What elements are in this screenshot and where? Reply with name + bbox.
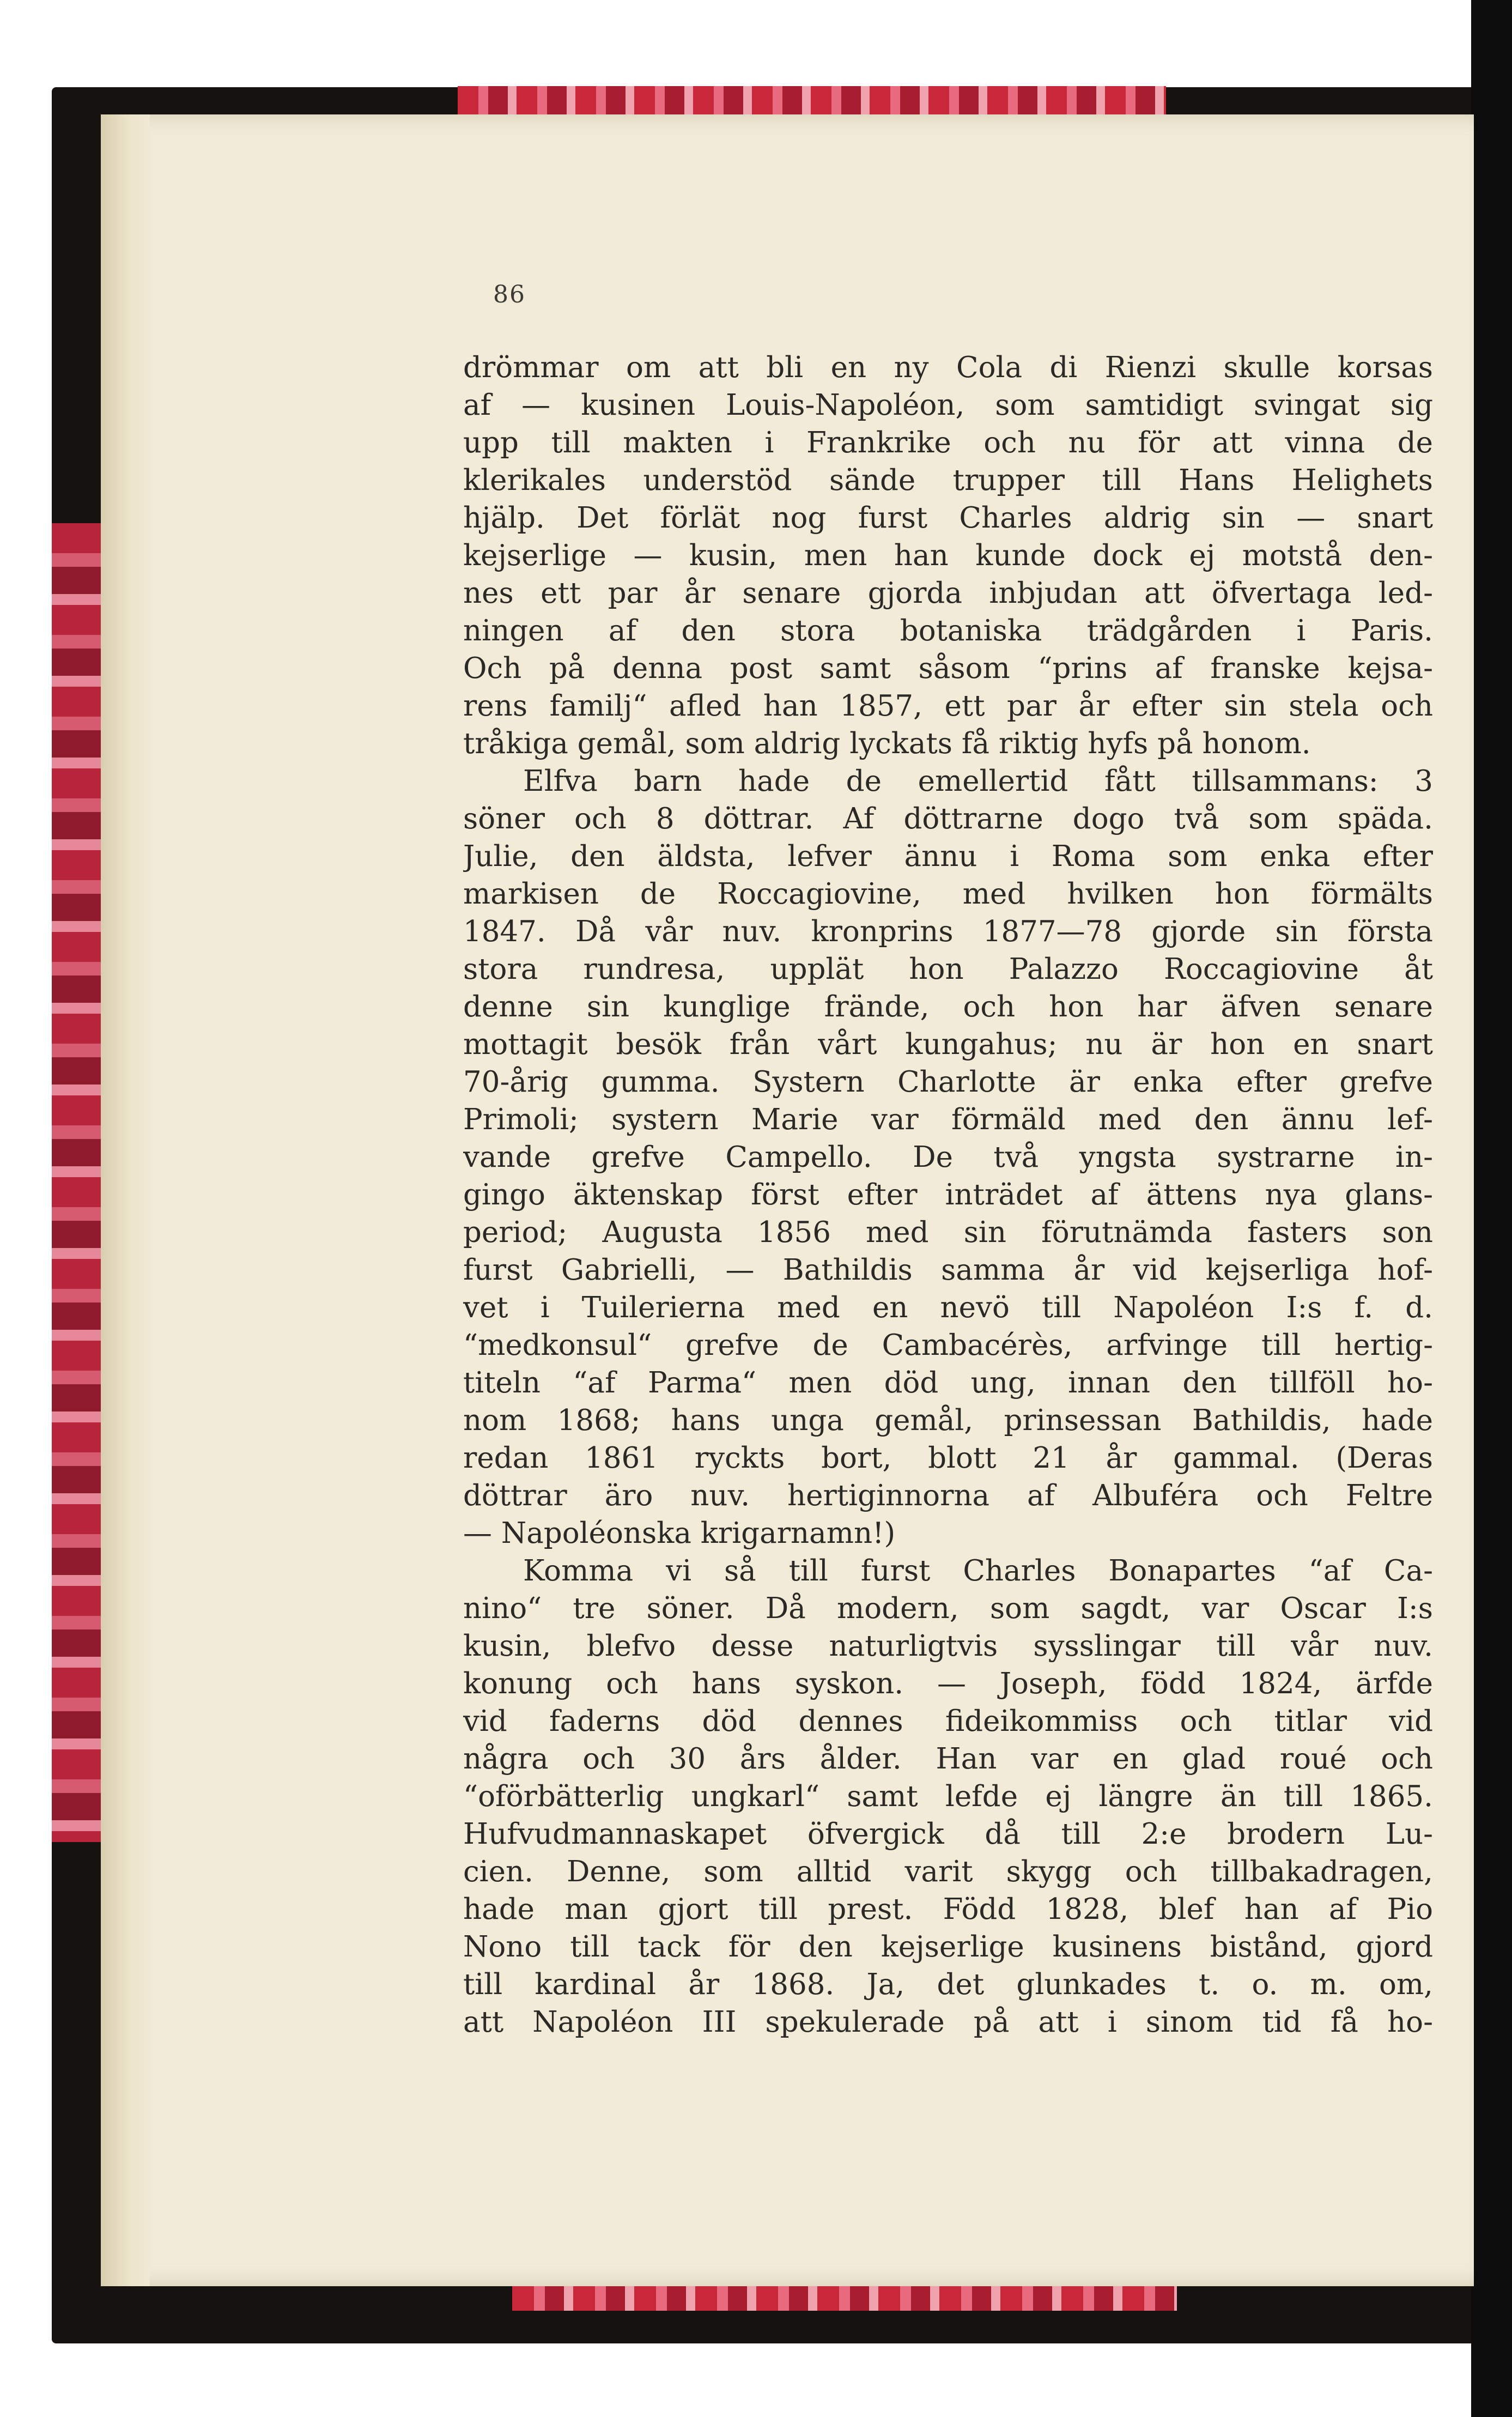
text-line: denne sin kunglige frände, och hon har äfven senare: [463, 990, 1433, 1023]
text-line: några och 30 års ålder. Han var en glad roué och: [463, 1742, 1433, 1776]
text-line: vid faderns död dennes fideikommiss och titlar vid: [463, 1705, 1433, 1738]
text-line: markisen de Roccagiovine, med hvilken hon förmälts: [463, 877, 1433, 911]
text-line: “oförbätterlig ungkarl“ samt lefde ej längre än till 1865.: [463, 1780, 1433, 1813]
text-line: 1847. Då vår nuv. kronprins 1877—78 gjorde sin första: [463, 915, 1433, 948]
scan-edge: [1471, 0, 1512, 2417]
text-line: upp till makten i Frankrike och nu för att vinna de: [463, 426, 1433, 459]
text-line: till kardinal år 1868. Ja, det glunkades t. o. m. om,: [463, 1968, 1433, 2001]
text-line: redan 1861 ryckts bort, blott 21 år gammal. (Deras: [463, 1441, 1433, 1475]
text-line: Hufvudmannaskapet öfvergick då till 2:e brodern Lu-: [463, 1818, 1433, 1851]
text-line: af — kusinen Louis-Napoléon, som samtidigt svingat sig: [463, 389, 1433, 422]
text-line: titeln “af Parma“ men död ung, innan den tillföll ho-: [463, 1366, 1433, 1400]
text-line: furst Gabrielli, — Bathildis samma år vid kejserliga hof-: [463, 1253, 1433, 1287]
text-line: tråkiga gemål, som aldrig lyckats få riktig hyfs på honom.: [463, 727, 1311, 760]
page-gutter: [101, 114, 150, 2286]
text-line: Komma vi så till furst Charles Bonapartes “af Ca-: [523, 1554, 1433, 1588]
page-number: 86: [493, 281, 526, 308]
text-line: att Napoléon III spekulerade på att i sinom tid få ho-: [463, 2006, 1433, 2039]
text-line: klerikales understöd sände trupper till Hans Helighets: [463, 464, 1433, 497]
text-line: mottagit besök från vårt kungahus; nu är hon en snart: [463, 1028, 1433, 1061]
text-line: hjälp. Det förlät nog furst Charles aldrig sin — snart: [463, 501, 1433, 535]
text-line: nino“ tre söner. Då modern, som sagdt, var Oscar I:s: [463, 1592, 1433, 1625]
text-line: Och på denna post samt såsom “prins af franske kejsa-: [463, 652, 1433, 685]
text-line: Primoli; systern Marie var förmäld med den ännu lef-: [463, 1103, 1433, 1136]
text-line: period; Augusta 1856 med sin förutnämda fasters son: [463, 1216, 1433, 1249]
text-line: söner och 8 döttrar. Af döttrarne dogo två som späda.: [463, 802, 1433, 835]
text-line: cien. Denne, som alltid varit skygg och tillbakadragen,: [463, 1855, 1433, 1888]
text-line: Elfva barn hade de emellertid fått tillsammans: 3: [523, 765, 1433, 798]
text-line: Nono till tack för den kejserlige kusinens bistånd, gjord: [463, 1930, 1433, 1964]
text-line: 70-årig gumma. Systern Charlotte är enka efter grefve: [463, 1065, 1433, 1099]
text-line: stora rundresa, upplät hon Palazzo Roccagiovine åt: [463, 953, 1433, 986]
text-line: rens familj“ afled han 1857, ett par år efter sin stela och: [463, 689, 1433, 723]
text-line: nes ett par år senare gjorda inbjudan att öfvertaga led-: [463, 577, 1433, 610]
text-line: vande grefve Campello. De två yngsta systrarne in-: [463, 1141, 1433, 1174]
text-line: nom 1868; hans unga gemål, prinsessan Bathildis, hade: [463, 1404, 1433, 1437]
text-line: drömmar om att bli en ny Cola di Rienzi skulle korsas: [463, 351, 1433, 384]
marbled-endpaper: [52, 523, 104, 1842]
text-line: hade man gjort till prest. Född 1828, blef han af Pio: [463, 1893, 1433, 1926]
text-line: ningen af den stora botaniska trädgården i Paris.: [463, 614, 1433, 647]
text-line: gingo äktenskap först efter inträdet af ättens nya glans-: [463, 1178, 1433, 1211]
text-line: kusin, blefvo desse naturligtvis sysslingar till vår nuv.: [463, 1629, 1433, 1663]
text-line: Julie, den äldsta, lefver ännu i Roma som enka efter: [463, 840, 1433, 873]
text-line: kejserlige — kusin, men han kunde dock ej motstå den-: [463, 539, 1433, 572]
body-text: [463, 349, 1433, 2041]
text-line: vet i Tuilerierna med en nevö till Napoléon I:s f. d.: [463, 1291, 1433, 1324]
text-line: döttrar äro nuv. hertiginnorna af Albuféra och Feltre: [463, 1479, 1433, 1512]
text-line: konung och hans syskon. — Joseph, född 1824, ärfde: [463, 1667, 1433, 1700]
top-headband: [458, 86, 1166, 118]
text-line: — Napoléonska krigarnamn!): [463, 1517, 896, 1550]
text-line: “medkonsul“ grefve de Cambacérès, arfvinge till hertig-: [463, 1329, 1433, 1362]
